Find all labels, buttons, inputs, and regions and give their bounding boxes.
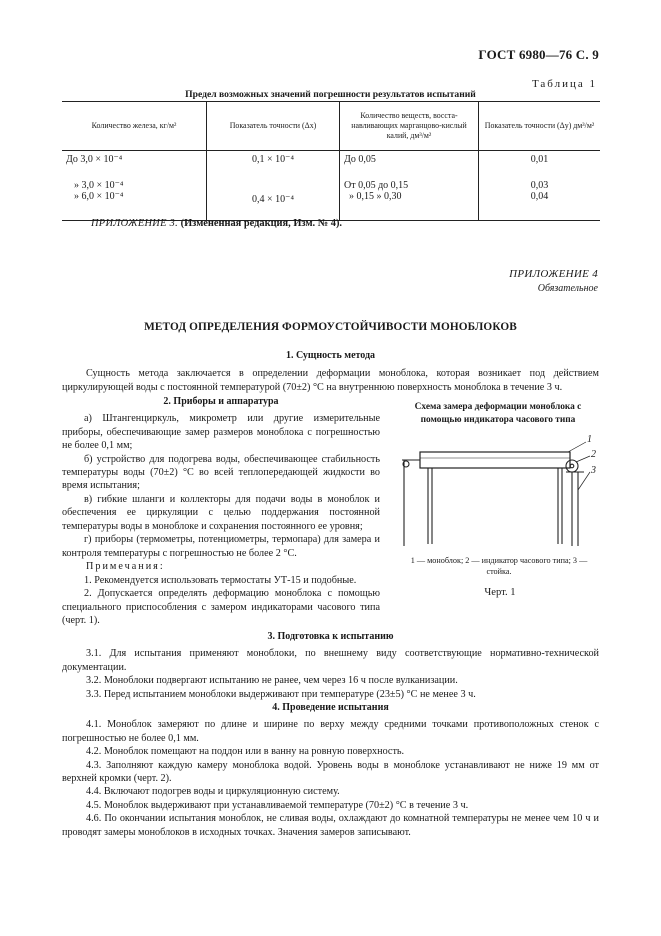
table-cell: 0,4 × 10⁻⁴ (207, 180, 340, 221)
list-item: 4.4. Включают подогрев воды и циркуляционную систему. (86, 786, 340, 798)
measurement-scheme-figure (398, 432, 602, 550)
column-header: Показатель точности (Δy) дм³/м² (479, 102, 601, 151)
figure-label: Черт. 1 (484, 587, 516, 598)
appendix-number: ПРИЛОЖЕНИЕ 4 (509, 268, 598, 280)
note-item: 2. Допускается определять деформацию моноблока с помощью специального приспособления с замером индикаторами часового типа (черт. 1). (62, 588, 380, 626)
amendment-label: ПРИЛОЖЕНИЕ 3. (91, 218, 179, 229)
section-title: 3. Подготовка к испытанию (267, 631, 394, 642)
list-item: 3.2. Моноблоки подвергают испытанию не ранее, чем через 16 ч после вулканизации. (86, 675, 458, 687)
main-title: МЕТОД ОПРЕДЕЛЕНИЯ ФОРМОУСТОЙЧИВОСТИ МОНОБЛОКОВ (144, 321, 517, 333)
section-title: 1. Сущность метода (285, 350, 376, 361)
table-cell (479, 151, 601, 181)
accuracy-table (62, 101, 600, 221)
amendment-note (91, 217, 342, 231)
list-item: 4.3. Заполняют каждую камеру моноблока водой. Уровень воды в моноблоке устанавливают не ниже 19 мм от верхней кромки (черт. 2). (62, 759, 599, 784)
paragraph: Сущность метода заключается в определении деформации моноблока, которая возникает под действием циркулирующей воды с постоянной температурой (70±2) °С на внутреннюю поверхность моноблока в течение 3 ч. (62, 368, 599, 393)
table-cell (62, 151, 207, 181)
callout-2: 2 (591, 449, 596, 460)
column-header: Показатель точности (Δx) (207, 102, 340, 151)
list-item: 4.5. Моноблок выдерживают при устанавливаемой температуре (70±2) °С в течение 3 ч. (86, 799, 469, 811)
section-1 (62, 349, 599, 394)
list-item: 3.1. Для испытания применяют моноблоки, по внешнему виду соответствующие нормативно-технической документации. (62, 648, 599, 673)
table-row (62, 151, 600, 181)
column-header: Количество железа, кг/м² (62, 102, 207, 151)
table-cell (479, 180, 601, 221)
table-cell: 0,1 × 10⁻⁴ (207, 151, 340, 181)
substance-range: До 0,05 (344, 154, 376, 165)
section-title: 2. Приборы и аппаратура (163, 396, 279, 407)
figure-title: Схема замера деформации моноблока с помощью индикатора часового типа (414, 402, 582, 425)
note-item: 1. Рекомендуется использовать термостаты УТ-15 и подобные. (84, 574, 357, 586)
table-cell (340, 180, 479, 221)
page-header: ГОСТ 6980—76 С. 9 (478, 47, 599, 62)
section-3 (62, 630, 599, 701)
table-cell (340, 151, 479, 181)
appendix-heading (509, 267, 598, 295)
accuracy-y: 0,01 (530, 154, 549, 165)
notes-title: Примечания: (86, 561, 165, 573)
table-row (62, 180, 600, 221)
list-item: в) гибкие шланги и коллекторы для подачи воды в моноблок и обеспечения ее циркуляции с целью поддержания постоянной температуры воды в моноблоке и сохранения постоянного ее уровня; (62, 493, 380, 532)
list-item: а) Штангенциркуль, микрометр или другие измерительные приборы, обеспечивающие замер размеров моноблока с погрешностью не более 0,1 мм; (62, 413, 380, 452)
list-item: 4.1. Моноблок замеряют по длине и ширине по верху между средними точками противоположных стенок с погрешностью не более 0,1 мм. (62, 719, 599, 744)
iron-range: » 3,0 × 10⁻⁴ (74, 180, 124, 191)
substance-range: От 0,05 до 0,15 (344, 180, 409, 191)
accuracy-y: 0,03 (530, 180, 549, 191)
list-item: б) устройство для подогрева воды, обеспечивающее стабильность температуры воды (70±2) °С во всей теплопередающей жидкости во время испытания; (62, 453, 380, 492)
table-header-row (62, 102, 600, 151)
section-title: 4. Проведение испытания (272, 702, 389, 713)
callout-3: 3 (591, 465, 596, 476)
column-header: Количество веществ, восста-навливающих марганцово-кислый калий, дм³/м² (340, 102, 479, 151)
table-label: Таблица 1 (531, 78, 597, 90)
iron-range: До 3,0 × 10⁻⁴ (66, 154, 123, 165)
substance-range: » 0,15 » 0,30 (349, 191, 402, 203)
appendix-status: Обязательное (537, 282, 598, 294)
list-item: 4.6. По окончании испытания моноблок, не сливая воды, охлаждают до комнатной температуры не менее чем 10 ч и проводят замеры моноблоков в исходных точках. Значения замеров записывают. (62, 813, 599, 838)
figure-caption: 1 — моноблок; 2 — индикатор часового типа; 3 — стойка. (410, 556, 588, 577)
accuracy-y: 0,04 (530, 191, 549, 203)
table-title: Предел возможных значений погрешности результатов испытаний (185, 89, 476, 100)
callout-1: 1 (587, 434, 592, 445)
section-4 (62, 701, 599, 839)
table-cell (62, 180, 207, 221)
amendment-text: (Измененная редакция, Изм. № 4). (180, 218, 343, 229)
iron-range: » 6,0 × 10⁻⁴ (74, 191, 124, 203)
list-item: г) приборы (термометры, потенциометры, термопара) для замера и контроля температуры с погрешностью не более 2 °С. (62, 534, 380, 559)
list-item: 4.2. Моноблок помещают на поддон или в ванну на ровную поверхность. (86, 746, 405, 758)
section-2 (62, 395, 380, 627)
list-item: 3.3. Перед испытанием моноблоки выдерживают при температуре (23±5) °С не менее 3 ч. (86, 688, 476, 700)
